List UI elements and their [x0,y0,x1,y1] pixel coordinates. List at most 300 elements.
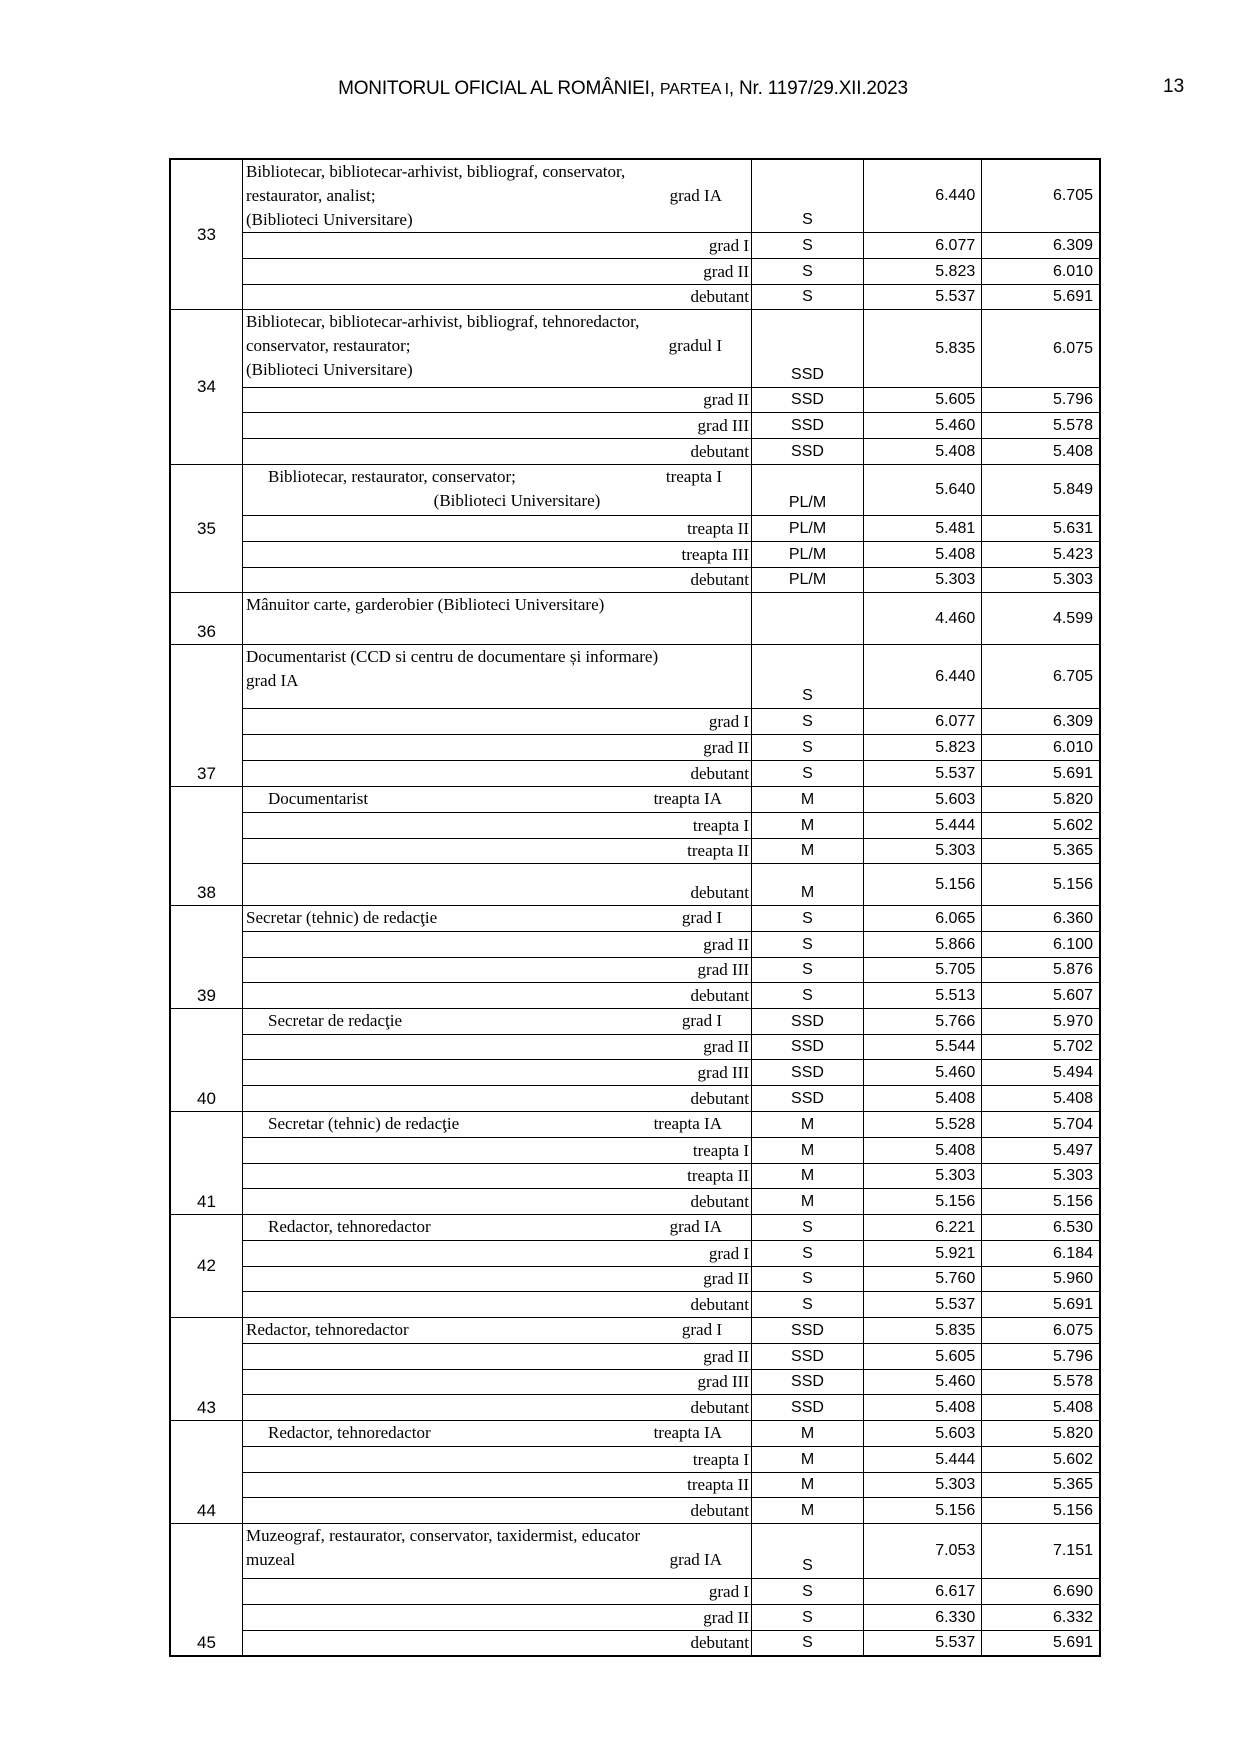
salary-value-v2: 6.690 [982,1579,1100,1605]
salary-value-v2: 6.010 [982,735,1100,761]
table-row [170,439,1100,465]
description-text: restaurator, analist; [246,186,376,205]
salary-value-v2: 5.365 [982,839,1100,864]
studies-level: M [752,1498,864,1524]
position-description [243,645,752,709]
description-text: Redactor, tehnoredactor [268,1423,431,1442]
grade-label: treapta IA [653,1114,722,1133]
grade-label: grad II [243,1605,752,1631]
grade-label: debutant [243,1086,752,1112]
table-row [170,1318,1100,1344]
grade-label: treapta I [243,1447,752,1473]
studies-level: S [752,1631,864,1657]
salary-table [169,158,1101,1657]
salary-value-v2: 6.100 [982,932,1100,958]
salary-value-v2: 6.184 [982,1241,1100,1267]
salary-value-v1: 5.303 [864,1164,982,1189]
salary-value-v1: 6.077 [864,709,982,735]
studies-level [752,593,864,645]
grade-label: treapta I [243,813,752,839]
studies-level: S [752,1292,864,1318]
position-description [243,1524,752,1579]
description-text: (Biblioteci Universitare) [246,360,413,379]
table-row [170,1138,1100,1164]
studies-level: SSD [752,1060,864,1086]
description-text: (Biblioteci Universitare) [433,491,601,510]
salary-value-v2: 6.530 [982,1215,1100,1241]
salary-value-v1: 5.537 [864,1631,982,1657]
description-line [246,1524,748,1548]
description-line [246,334,748,358]
grade-label: debutant [243,1631,752,1657]
description-line [246,184,748,208]
grade-label: debutant [243,1292,752,1318]
table-row [170,1473,1100,1498]
studies-level: S [752,1605,864,1631]
row-number: 40 [170,1009,243,1112]
salary-value-v1: 5.444 [864,1447,982,1473]
salary-value-v1: 5.408 [864,439,982,465]
table-row [170,159,1100,233]
table-row [170,1605,1100,1631]
salary-value-v1: 5.921 [864,1241,982,1267]
page-header [0,78,1240,100]
studies-level: S [752,735,864,761]
grade-label: grad III [243,1370,752,1395]
studies-level: S [752,1215,864,1241]
row-number: 37 [170,645,243,787]
table-row [170,413,1100,439]
salary-value-v2: 6.309 [982,709,1100,735]
studies-level: SSD [752,1086,864,1112]
grade-label: grad II [243,932,752,958]
studies-level: S [752,709,864,735]
salary-value-v2: 5.494 [982,1060,1100,1086]
studies-level: PL/M [752,516,864,542]
table-row [170,1164,1100,1189]
studies-level: SSD [752,310,864,388]
grade-label: debutant [243,285,752,310]
salary-value-v2: 5.691 [982,285,1100,310]
salary-value-v1: 5.408 [864,1138,982,1164]
salary-value-v1: 5.481 [864,516,982,542]
grade-label: grad II [243,1035,752,1060]
salary-value-v1: 5.408 [864,542,982,568]
grade-label: grad III [243,958,752,983]
studies-level: M [752,813,864,839]
header-title-part: PARTEA I [659,81,729,98]
salary-value-v2: 5.365 [982,1473,1100,1498]
row-number: 33 [170,159,243,310]
salary-value-v1: 5.528 [864,1112,982,1138]
table-row [170,1498,1100,1524]
studies-level: M [752,1447,864,1473]
table-row [170,1215,1100,1241]
studies-level: PL/M [752,568,864,593]
position-description [243,1318,752,1344]
studies-level: S [752,906,864,932]
position-description [243,1421,752,1447]
studies-level: M [752,1164,864,1189]
salary-value-v1: 6.077 [864,233,982,259]
salary-value-v1: 5.544 [864,1035,982,1060]
description-line [246,160,748,184]
description-text: Secretar de redacţie [268,1011,403,1030]
grade-label: treapta IA [653,789,722,808]
table-row [170,906,1100,932]
position-description [243,787,752,813]
description-text: Documentarist (CCD si centru de documentare și informare) [246,647,659,666]
salary-value-v2: 5.970 [982,1009,1100,1035]
salary-value-v2: 5.607 [982,983,1100,1009]
table-row [170,1447,1100,1473]
table-row [170,516,1100,542]
grade-label: debutant [243,1395,752,1421]
description-line [246,645,748,669]
grade-label: grad II [243,735,752,761]
description-text: Bibliotecar, bibliotecar-arhivist, bibliograf, tehnoredactor, [246,312,640,331]
description-line [246,1215,748,1239]
table-row [170,983,1100,1009]
table-row [170,233,1100,259]
salary-value-v1: 5.537 [864,1292,982,1318]
grade-label: debutant [243,761,752,787]
salary-value-v2: 5.820 [982,1421,1100,1447]
grade-label: treapta II [243,1473,752,1498]
grade-label: treapta II [243,516,752,542]
salary-value-v1: 5.303 [864,839,982,864]
grade-label: treapta I [243,1138,752,1164]
salary-value-v2: 5.691 [982,1631,1100,1657]
description-line [246,1009,748,1033]
description-line [246,1548,748,1572]
salary-value-v2: 6.705 [982,645,1100,709]
grade-label: debutant [243,1498,752,1524]
table-row [170,1292,1100,1318]
salary-value-v1: 5.156 [864,864,982,906]
description-line [246,310,748,334]
studies-level: SSD [752,413,864,439]
description-text: (Biblioteci Universitare) [246,210,413,229]
salary-value-v1: 5.156 [864,1189,982,1215]
salary-value-v1: 5.605 [864,1344,982,1370]
salary-value-v2: 5.820 [982,787,1100,813]
salary-value-v1: 5.303 [864,1473,982,1498]
salary-value-v1: 6.440 [864,159,982,233]
salary-value-v2: 6.075 [982,310,1100,388]
row-number: 35 [170,465,243,593]
table-row [170,1060,1100,1086]
studies-level: M [752,1112,864,1138]
table-row [170,761,1100,787]
row-number: 34 [170,310,243,465]
table-row [170,1344,1100,1370]
salary-value-v2: 5.960 [982,1267,1100,1292]
studies-level: M [752,1473,864,1498]
salary-value-v2: 5.156 [982,1189,1100,1215]
salary-value-v1: 6.330 [864,1605,982,1631]
salary-value-v2: 5.602 [982,813,1100,839]
grade-label: treapta II [243,839,752,864]
studies-level: M [752,1421,864,1447]
grade-label: treapta II [243,1164,752,1189]
description-line [246,358,748,382]
salary-value-v1: 5.513 [864,983,982,1009]
studies-level: S [752,1524,864,1579]
position-description [243,1215,752,1241]
salary-value-v1: 5.303 [864,568,982,593]
description-line [246,906,748,930]
salary-value-v1: 5.408 [864,1086,982,1112]
description-text: Redactor, tehnoredactor [268,1217,431,1236]
page-number: 13 [1163,76,1185,97]
row-number: 43 [170,1318,243,1421]
salary-value-v2: 5.876 [982,958,1100,983]
table-row [170,1189,1100,1215]
description-text: Bibliotecar, bibliotecar-arhivist, bibliograf, conservator, [246,162,626,181]
grade-label: grad II [243,388,752,413]
salary-value-v2: 6.075 [982,1318,1100,1344]
salary-value-v1: 5.866 [864,932,982,958]
table-row [170,285,1100,310]
table-row [170,568,1100,593]
salary-value-v2: 6.010 [982,259,1100,285]
table-row [170,1395,1100,1421]
salary-value-v2: 6.705 [982,159,1100,233]
salary-value-v2: 5.578 [982,1370,1100,1395]
grade-label: grad I [681,908,722,927]
salary-value-v1: 5.705 [864,958,982,983]
grade-label: debutant [243,864,752,906]
table-row [170,645,1100,709]
salary-value-v2: 5.704 [982,1112,1100,1138]
salary-value-v1: 5.835 [864,1318,982,1344]
description-line [246,1421,748,1445]
studies-level: SSD [752,1370,864,1395]
header-title-rest: , Nr. 1197/29.XII.2023 [728,78,908,99]
salary-value-v2: 6.360 [982,906,1100,932]
salary-value-v2: 5.156 [982,1498,1100,1524]
grade-label: grad II [243,259,752,285]
studies-level: M [752,1138,864,1164]
header-title-main: MONITORUL OFICIAL AL ROMÂNIEI, [338,78,660,99]
description-text: Mânuitor carte, garderobier (Biblioteci Universitare) [246,595,605,614]
table-row [170,465,1100,516]
grade-label: debutant [243,1189,752,1215]
salary-value-v1: 6.065 [864,906,982,932]
description-text: Redactor, tehnoredactor [246,1320,409,1339]
studies-level: S [752,932,864,958]
studies-level: SSD [752,1344,864,1370]
studies-level: PL/M [752,465,864,516]
table-row [170,1631,1100,1657]
studies-level: PL/M [752,542,864,568]
grade-label: grad IA [669,1217,722,1236]
row-number: 39 [170,906,243,1009]
studies-level: SSD [752,1009,864,1035]
salary-value-v2: 6.309 [982,233,1100,259]
table-row [170,709,1100,735]
description-text: Documentarist [268,789,369,808]
studies-level: S [752,1579,864,1605]
grade-label: grad IA [669,1550,722,1569]
position-description [243,310,752,388]
salary-value-v2: 5.691 [982,1292,1100,1318]
salary-value-v2: 5.631 [982,516,1100,542]
row-number: 36 [170,593,243,645]
description-line [246,669,748,693]
studies-level: S [752,159,864,233]
salary-value-v1: 5.537 [864,285,982,310]
salary-value-v2: 5.497 [982,1138,1100,1164]
description-line [246,489,748,513]
salary-value-v1: 5.823 [864,259,982,285]
description-text: conservator, restaurator; [246,336,411,355]
row-number: 38 [170,787,243,906]
studies-level: S [752,645,864,709]
salary-value-v1: 7.053 [864,1524,982,1579]
grade-label: grad I [243,1579,752,1605]
table-row [170,1035,1100,1060]
position-description [243,159,752,233]
description-text: muzeal [246,1550,296,1569]
position-description [243,1112,752,1138]
description-text: Secretar (tehnic) de redacţie [268,1114,460,1133]
grade-label: grad I [243,1241,752,1267]
description-line [246,1112,748,1136]
description-text: Secretar (tehnic) de redacţie [246,908,438,927]
salary-value-v2: 7.151 [982,1524,1100,1579]
grade-label: treapta I [665,467,722,486]
description-line [246,208,748,232]
studies-level: S [752,285,864,310]
grade-label: grad I [243,233,752,259]
salary-value-v1: 6.440 [864,645,982,709]
salary-value-v2: 5.303 [982,1164,1100,1189]
salary-value-v1: 6.221 [864,1215,982,1241]
table-row [170,1112,1100,1138]
description-text: grad IA [246,671,299,690]
table-row [170,1370,1100,1395]
grade-label: treapta III [243,542,752,568]
grade-label: grad IA [669,186,722,205]
grade-label: debutant [243,439,752,465]
table-row [170,813,1100,839]
studies-level: SSD [752,388,864,413]
salary-value-v2: 5.408 [982,1395,1100,1421]
salary-value-v2: 5.796 [982,388,1100,413]
salary-value-v1: 5.156 [864,1498,982,1524]
salary-value-v2: 5.578 [982,413,1100,439]
salary-value-v2: 5.423 [982,542,1100,568]
salary-value-v1: 5.605 [864,388,982,413]
salary-value-v2: 4.599 [982,593,1100,645]
grade-label: debutant [243,568,752,593]
salary-value-v2: 5.849 [982,465,1100,516]
grade-label: grad III [243,413,752,439]
salary-value-v1: 5.835 [864,310,982,388]
studies-level: SSD [752,439,864,465]
studies-level: S [752,233,864,259]
table-row [170,1086,1100,1112]
salary-value-v1: 5.760 [864,1267,982,1292]
grade-label: grad I [243,709,752,735]
table-row [170,839,1100,864]
salary-value-v1: 5.640 [864,465,982,516]
table-row [170,1524,1100,1579]
description-line [246,593,748,617]
row-number: 42 [170,1215,243,1318]
salary-value-v2: 6.332 [982,1605,1100,1631]
studies-level: S [752,1267,864,1292]
row-number: 41 [170,1112,243,1215]
salary-value-v1: 5.823 [864,735,982,761]
grade-label: treapta IA [653,1423,722,1442]
studies-level: S [752,761,864,787]
table-row [170,593,1100,645]
salary-value-v1: 5.766 [864,1009,982,1035]
table-row [170,735,1100,761]
position-description [243,1009,752,1035]
description-line [246,465,748,489]
table-row [170,1579,1100,1605]
salary-value-v1: 6.617 [864,1579,982,1605]
table-row [170,388,1100,413]
table-row [170,1241,1100,1267]
table-row [170,1009,1100,1035]
salary-value-v2: 5.691 [982,761,1100,787]
description-text: Muzeograf, restaurator, conservator, taxidermist, educator [246,1526,641,1545]
description-line [246,787,748,811]
grade-label: grad I [681,1320,722,1339]
row-number: 44 [170,1421,243,1524]
studies-level: M [752,839,864,864]
salary-value-v2: 5.796 [982,1344,1100,1370]
table-row [170,958,1100,983]
salary-value-v1: 5.408 [864,1395,982,1421]
salary-value-v1: 5.444 [864,813,982,839]
table-row [170,310,1100,388]
position-description [243,465,752,516]
grade-label: grad II [243,1344,752,1370]
salary-value-v1: 4.460 [864,593,982,645]
salary-value-v2: 5.408 [982,1086,1100,1112]
studies-level: SSD [752,1395,864,1421]
studies-level: S [752,1241,864,1267]
studies-level: M [752,1189,864,1215]
salary-value-v1: 5.603 [864,1421,982,1447]
table-row [170,864,1100,906]
studies-level: S [752,259,864,285]
table-row [170,259,1100,285]
grade-label: grad I [681,1011,722,1030]
salary-value-v1: 5.603 [864,787,982,813]
table-row [170,932,1100,958]
salary-value-v1: 5.460 [864,1060,982,1086]
position-description [243,906,752,932]
grade-label: debutant [243,983,752,1009]
grade-label: gradul I [668,336,722,355]
grade-label: grad III [243,1060,752,1086]
studies-level: S [752,983,864,1009]
table-row [170,1421,1100,1447]
table-row [170,787,1100,813]
salary-value-v2: 5.602 [982,1447,1100,1473]
description-line [246,1318,748,1342]
position-description [243,593,752,645]
studies-level: S [752,958,864,983]
salary-value-v2: 5.303 [982,568,1100,593]
